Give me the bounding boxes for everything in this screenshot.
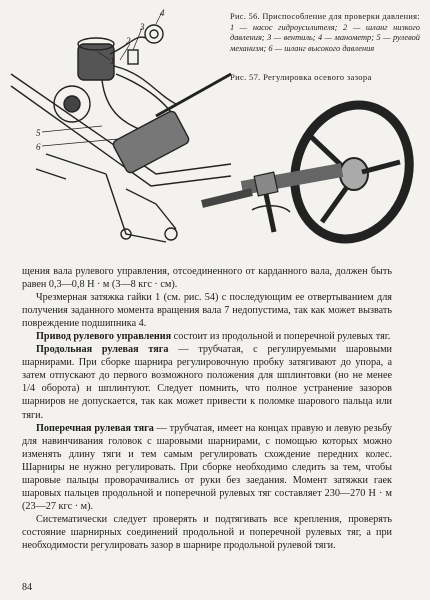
paragraph: щения вала рулевого управления, отсоединенного от карданного вала, должен быть равен 0,3—0,8 Н · м (3—8 кгс · см).: [22, 266, 392, 291]
section-paragraph: [22, 330, 392, 343]
label-5: 5: [36, 128, 41, 138]
figure-57-caption: Рис. 57. Регулировка осевого зазора: [230, 72, 372, 82]
label-1: 1: [110, 56, 115, 66]
section-heading: Привод рулевого управления: [36, 331, 172, 343]
paragraph: Чрезмерная затяжка гайки 1 (см. рис. 54) с последующим ее отвертыванием для получения заданного момента вращения вала 7 недопустима, так как может вызвать повреждение подшипника 4.: [22, 292, 392, 330]
label-6: 6: [36, 142, 41, 152]
label-2: 2: [126, 36, 131, 46]
section-heading: Поперечная рулевая тяга: [36, 422, 154, 434]
figure-56-caption-title: Рис. 56. Приспособление для проверки давления:: [230, 12, 420, 21]
label-3: 3: [140, 22, 145, 32]
figure-57-axial-clearance-drawing: [182, 92, 422, 252]
paragraph: Систематически следует проверять и подтягивать все крепления, проверять состояние шарнирных соединений продольной и поперечной рулевых тяг, а при необходимости регулировать зазор в шарнире продольной рулевой тяги.: [22, 513, 392, 551]
figure-56-caption-items: 1 — насос гидроусилителя; 2 — шланг низкого давления; 3 — вентиль; 4 — манометр; 5 — рулевой механизм; 6 — шланг высокого давления: [230, 22, 420, 53]
figure-56-caption: [230, 12, 420, 54]
body-text: [22, 265, 392, 552]
section-text: состоит из продольной и поперечной рулевых тяг.: [171, 331, 391, 343]
label-4: 4: [160, 8, 165, 18]
section-paragraph: [22, 422, 392, 513]
section-text: — трубчатая, с регулируемыми шаровыми шарнирами. При сборке шарнира регулировочную пробку затягивают до упора, а затем отпускают до первого возможного положения для шплинтовки (но не менее 1/4 оборота) и шплинтуют. Следует помнить, что полное устранение зазоров шарниров не допускается, так как может привести к поломке шарового пальца или тяги.: [22, 344, 392, 421]
page-number: 84: [22, 582, 32, 593]
section-heading: Продольная рулевая тяга: [36, 344, 169, 356]
section-text: — трубчатая, имеет на концах правую и левую резьбу для навинчивания головок с шаровыми шарнирами, с помощью которых можно изменять длину тяги и тем самым регулировать схождение передних колес. Шарниры не нужно регулировать. При сборке необходимо следить за тем, чтобы шаровые пальцы проворачивались от руки без заедания. Момент затяжки гаек шаровых пальцев продольной и поперечной рулевых тяг составляет 230—270 Н · м (23—27 кгс · м).: [22, 422, 392, 512]
section-paragraph: [22, 343, 392, 421]
